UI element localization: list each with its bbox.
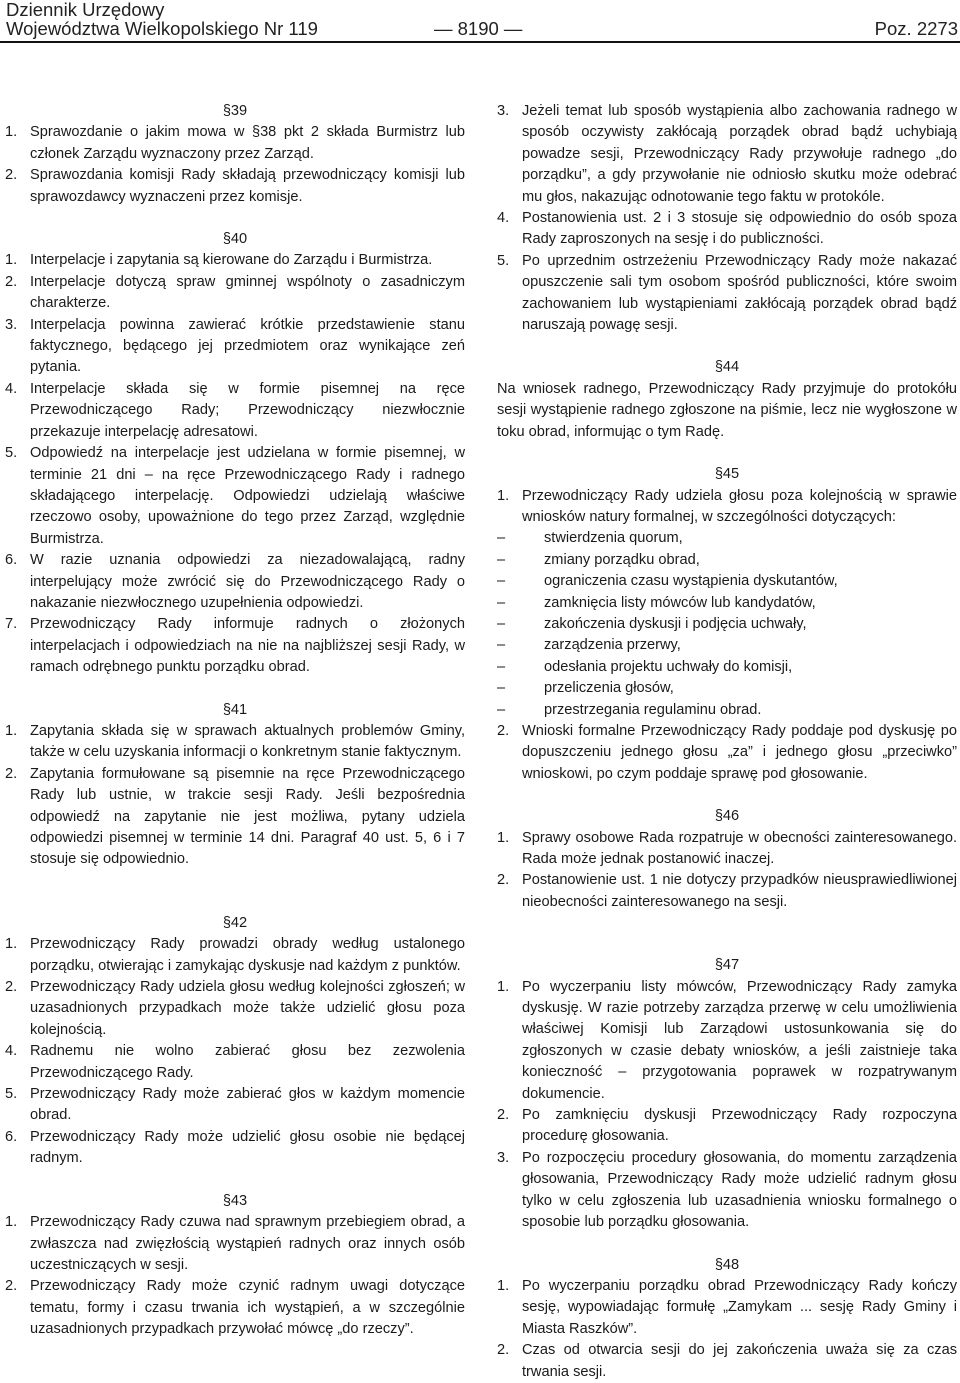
section-40 <box>5 229 465 679</box>
list-item: 2. Wnioski formalne Przewodniczący Rady poddaje pod dyskusję po dopuszczeniu jednego głosu „za” i jednego głosu „przeciwko” wnioskowi, po czym poddaje sprawę pod głosowanie. <box>497 722 957 782</box>
list-item: 3. Jeżeli temat lub sposób wystąpienia albo zachowania radnego w sposób oczywisty zakłócają porządek obrad bądź uchybiają powadze sesji, Przewodniczący Rady przywołuje radnego „do porządku”, a gdy przywołanie nie odniosło skutku może odebrać mu głos, nakazując odnotowanie tego faktu w protokóle. <box>497 103 957 205</box>
list-item: 5. Odpowiedź na interpelacje jest udzielana w formie pisemnej, w terminie 21 dni – na ręce Przewodniczącego Rady i radnego składającego interpelację. Odpowiedzi udzielają właściwe rzeczowo osoby, upoważnione do tego przez Zarząd, względnie Burmistrza. <box>5 445 465 547</box>
list-item: 4. Interpelacje składa się w formie pisemnej na ręce Przewodniczącego Rady; Przewodniczący niezwłocznie przekazuje interpelację adresatowi. <box>5 380 465 440</box>
list-item: 1. Interpelacje i zapytania są kierowane do Zarządu i Burmistrza. <box>5 252 433 269</box>
list-item: 1. Sprawy osobowe Rada rozpatruje w obecności zainteresowanego. Rada może jednak postanowić inaczej. <box>497 829 957 867</box>
page-number: — 8190 — <box>434 18 523 39</box>
dash-list-item: – stwierdzenia quorum, <box>497 530 683 547</box>
header-rule <box>0 41 960 43</box>
page-header <box>6 0 960 40</box>
list-item: 4. Radnemu nie wolno zabierać głosu bez zezwolenia Przewodniczącego Rady. <box>5 1043 465 1081</box>
list-item: 2. Po zamknięciu dyskusji Przewodniczący Rady rozpoczyna procedurę głosowania. <box>497 1107 957 1145</box>
right-column <box>497 101 957 1383</box>
list-item: 2. Zapytania formułowane są pisemnie na ręce Przewodniczącego Rady lub ustnie, w trakcie sesji Rady. Jeśli bezpośrednia odpowiedź na zapytanie nie jest możliwa, pytany udziela odpowiedzi pisemnej w terminie 14 dni. Paragraf 40 ust. 5, 6 i 7 stosuje się odpowiednio. <box>5 765 465 868</box>
list-item: 3. Interpelacja powinna zawierać krótkie przedstawienie stanu faktycznego, będącego jej przedmiotem oraz wynikające zeń pytania. <box>5 316 465 376</box>
section-39 <box>5 101 465 208</box>
section-48 <box>497 1255 957 1383</box>
section-title: §43 <box>222 1192 248 1209</box>
section-41 <box>5 700 465 871</box>
section-title: §48 <box>714 1256 740 1273</box>
list-item: 6. Przewodniczący Rady może udzielić głosu osobie nie będącej radnym. <box>5 1128 465 1167</box>
section-45 <box>497 464 957 785</box>
list-item: 2. Postanowienie ust. 1 nie dotyczy przypadków nieusprawiedliwionej nieobecności zainteresowanego na sesji. <box>497 872 957 910</box>
dash-list-item: – zarządzenia przerwy, <box>497 637 681 654</box>
dash-list-item: – przeliczenia głosów, <box>497 680 674 697</box>
left-column <box>5 101 465 1341</box>
list-item: 2. Sprawozdania komisji Rady składają przewodniczący komisji lub sprawozdawcy wyznaczeni przez komisje. <box>5 167 465 205</box>
dash-list-item: – odesłania projektu uchwały do komisji, <box>497 658 793 675</box>
list-item: 1. Przewodniczący Rady udziela głosu poza kolejnością w sprawie wniosków natury formalnej, w szczególności dotyczących: <box>497 487 957 525</box>
section-42 <box>5 913 465 1170</box>
list-item: 1. Po wyczerpaniu listy mówców, Przewodniczący Rady zamyka dyskusję. W razie potrzeby zarządza przerwę w celu umożliwienia właściwej Komisji lub Zarządowi ustosunkowania się do zgłoszonych w czasie debaty wniosków, a jeśli zaistnieje taka konieczność – przygotowania poprawek w rozpatrywanym dokumencie. <box>497 978 957 1102</box>
section-title: §41 <box>222 701 248 718</box>
section-43-continued <box>497 101 957 336</box>
publication-title-line2: Województwa Wielkopolskiego Nr 119 <box>6 18 318 39</box>
section-title: §39 <box>222 103 248 119</box>
list-item: 2. Przewodniczący Rady może czynić radnym uwagi dotyczące tematu, formy i czasu trwania ich wystąpień, a w szczególnie uzasadnionych przypadkach przywołać mówcę „do rzeczy”. <box>5 1278 465 1338</box>
list-item: 1. Przewodniczący Rady prowadzi obrady według ustalonego porządku, otwierając i zamykając dyskusje nad każdym z punktów. <box>5 936 465 974</box>
section-title: §42 <box>222 914 248 931</box>
publication-title-line1: Dziennik Urzędowy <box>6 0 165 20</box>
section-title: §45 <box>714 466 740 483</box>
list-item: 5. Po uprzednim ostrzeżeniu Przewodniczący Rady może nakazać opuszczenie sali tym osobom spośród publiczności, które swoim zachowaniem lub wystąpieniami zakłócają porządek obrad bądź naruszają powagę sesji. <box>497 252 957 334</box>
list-item: 1. Zapytania składa się w sprawach aktualnych problemów Gminy, także w celu uzyskania informacji o konkretnym stanie faktycznym. <box>5 722 465 761</box>
section-title: §40 <box>222 231 248 248</box>
dash-list-item: – zamknięcia listy mówców lub kandydatów, <box>497 594 816 611</box>
list-item: 5. Przewodniczący Rady może zabierać głos w każdym momencie obrad. <box>5 1086 465 1124</box>
list-item: 1. Przewodniczący Rady czuwa nad sprawnym przebiegiem obrad, a zwłaszcza nad zwięzłością wystąpień radnych oraz innych osób uczestniczących w sesji. <box>5 1214 465 1273</box>
dash-list-item: – przestrzegania regulaminu obrad. <box>497 701 762 718</box>
position-number: Poz. 2273 <box>874 18 958 39</box>
section-47 <box>497 955 957 1233</box>
dash-list-item: – ograniczenia czasu wystąpienia dyskutantów, <box>497 573 838 590</box>
list-item: 1. Po wyczerpaniu porządku obrad Przewodniczący Rady kończy sesję, wypowiadając formułę „Zamykam ... sesję Rady Gminy i Miasta Raszków”. <box>497 1277 957 1337</box>
list-item: 7. Przewodniczący Rady informuje radnych o złożonych interpelacjach i odpowiedziach na nie na najbliższej sesji Rady, w ramach odrębnego punktu porządku obrad. <box>5 616 465 676</box>
list-item: 6. W razie uznania odpowiedzi za niezadowalającą, radny interpelujący może zwrócić się do Przewodniczącego Rady o nakazanie niezwłocznego uzupełnienia odpowiedzi. <box>5 552 465 611</box>
section-43 <box>5 1191 465 1341</box>
section-44 <box>497 357 957 443</box>
list-item: 2. Interpelacje dotyczą spraw gminnej wspólnoty o zasadniczym charakterze. <box>5 273 465 312</box>
section-title: §47 <box>714 957 740 974</box>
list-item: 4. Postanowienia ust. 2 i 3 stosuje się odpowiednio do osób spoza Rady zaproszonych na sesję i do publiczności. <box>497 210 957 248</box>
list-item: 2. Przewodniczący Rady udziela głosu według kolejności zgłoszeń; w uzasadnionych przypadkach może także udzielić głosu poza kolejnością. <box>5 979 465 1038</box>
section-46 <box>497 806 957 913</box>
dash-list-item: – zakończenia dyskusji i podjęcia uchwały, <box>497 615 807 632</box>
list-item: 2. Czas od otwarcia sesji do jej zakończenia uważa się za czas trwania sesji. <box>497 1342 957 1380</box>
dash-list-item: – zmiany porządku obrad, <box>497 551 700 568</box>
section-title: §44 <box>714 359 740 376</box>
section-title: §46 <box>714 808 740 825</box>
paragraph: Na wniosek radnego, Przewodniczący Rady przyjmuje do protokółu sesji wystąpienie radnego zgłoszone na piśmie, lecz nie wygłoszone w toku obrad, informując o tym Radę. <box>497 380 957 440</box>
list-item: 1. Sprawozdanie o jakim mowa w §38 pkt 2 składa Burmistrz lub członek Zarządu wyznaczony przez Zarząd. <box>5 124 465 162</box>
list-item: 3. Po rozpoczęciu procedury głosowania, do momentu zarządzenia głosowania, Przewodniczący Rady może udzielić radnym głosu tylko w celu zgłoszenia lub uzasadnienia wniosku formalnego o sposobie lub porządku głosowania. <box>497 1149 957 1231</box>
